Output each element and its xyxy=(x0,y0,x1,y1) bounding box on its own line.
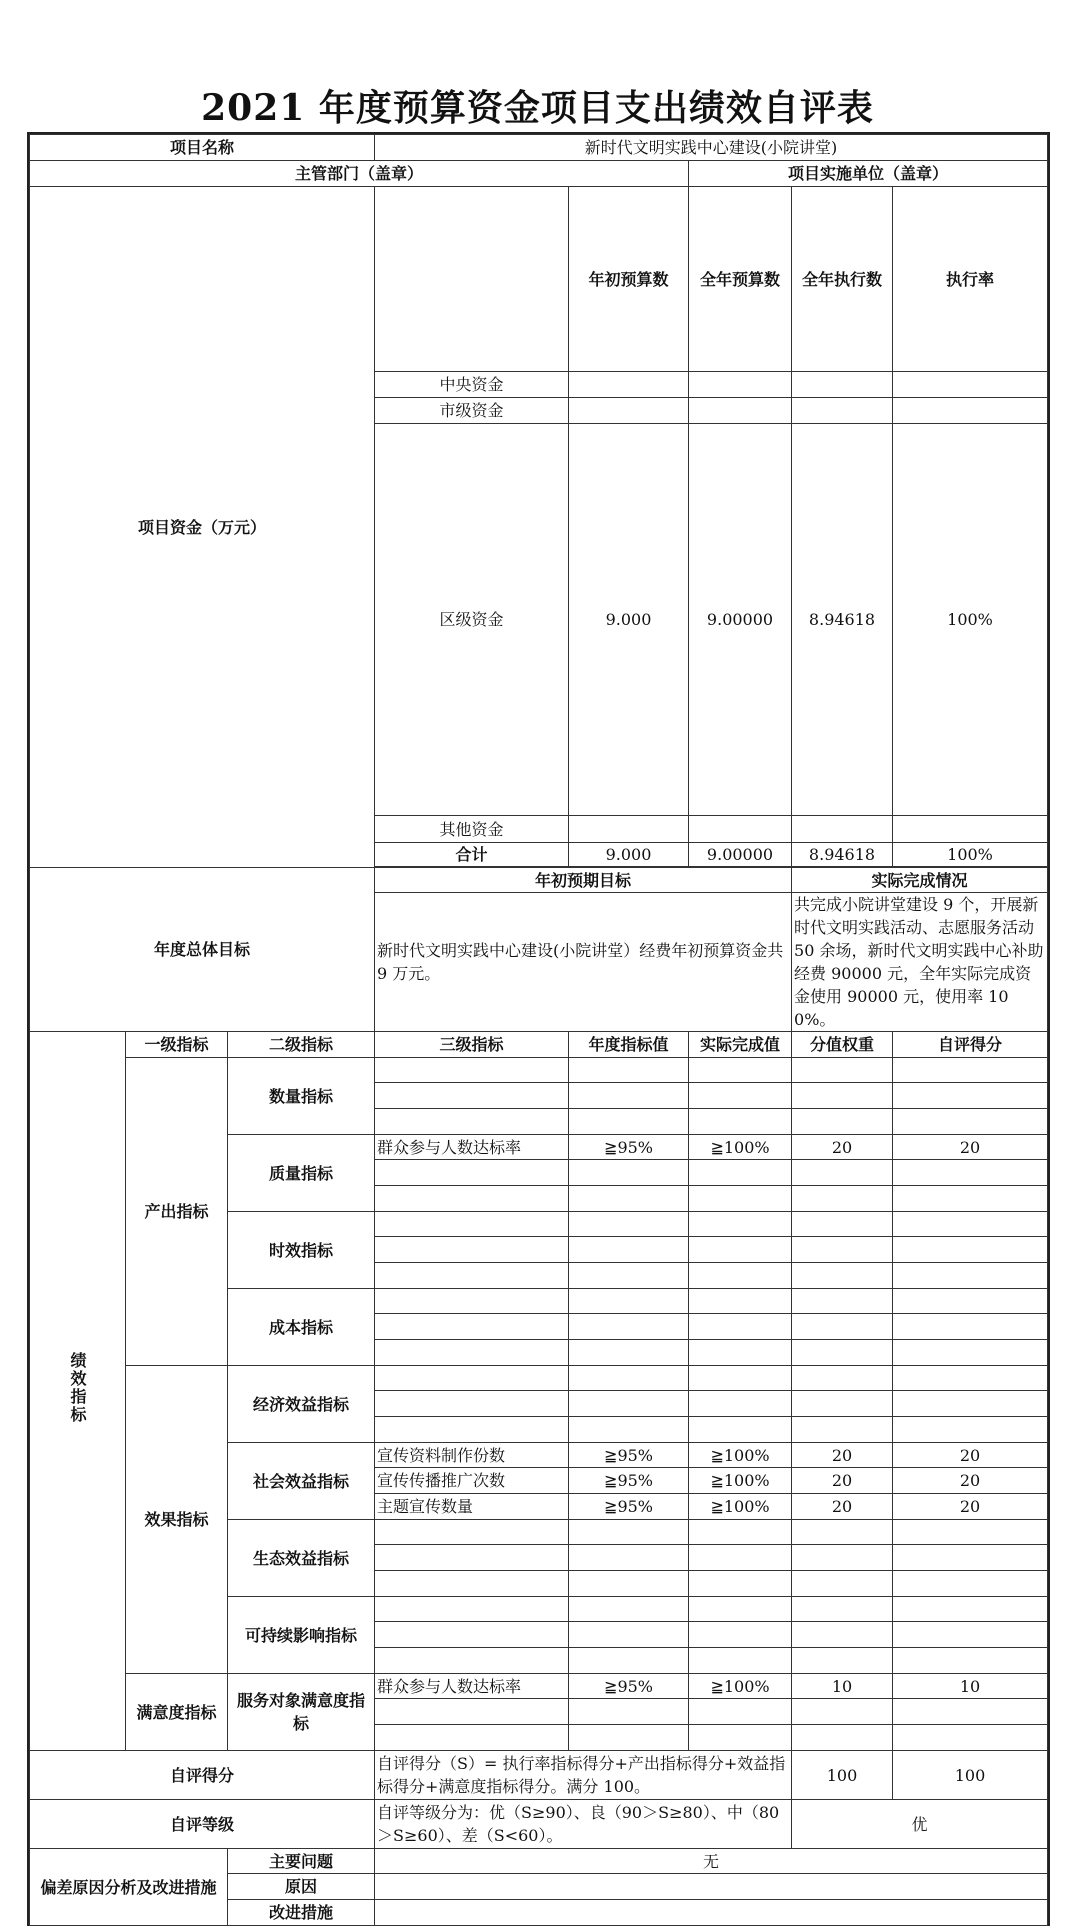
empty-cell xyxy=(689,1417,792,1443)
empty-cell xyxy=(792,1725,893,1751)
social-row-name: 宣传传播推广次数 xyxy=(375,1468,569,1494)
empty-cell xyxy=(375,1366,569,1391)
empty-cell xyxy=(893,1725,1048,1751)
indicator-header: 二级指标 xyxy=(228,1032,375,1058)
measure-label: 改进措施 xyxy=(228,1900,375,1926)
empty-cell xyxy=(375,1545,569,1571)
fund-row-name: 中央资金 xyxy=(375,372,569,398)
empty-cell xyxy=(689,1058,792,1083)
quality-row-name: 群众参与人数达标率 xyxy=(375,1135,569,1160)
actual-completion-label: 实际完成情况 xyxy=(792,868,1048,893)
empty-cell xyxy=(792,1648,893,1674)
empty-cell xyxy=(689,1237,792,1263)
empty-cell xyxy=(689,1622,792,1648)
empty-cell xyxy=(375,1160,569,1186)
fund-cell xyxy=(569,398,689,424)
level2-timeliness: 时效指标 xyxy=(228,1212,375,1289)
empty-cell xyxy=(569,1289,689,1314)
fund-cell: 100% xyxy=(893,424,1048,816)
empty-cell xyxy=(375,1212,569,1237)
empty-cell xyxy=(375,1263,569,1289)
empty-cell xyxy=(375,1314,569,1340)
indicator-cell: 20 xyxy=(792,1468,893,1494)
empty-cell xyxy=(893,1417,1048,1443)
empty-cell xyxy=(569,1340,689,1366)
indicator-cell: 20 xyxy=(893,1468,1048,1494)
empty-cell xyxy=(375,1699,569,1725)
empty-cell xyxy=(893,1237,1048,1263)
empty-cell xyxy=(375,1597,569,1622)
fund-cell xyxy=(689,372,792,398)
fund-cell xyxy=(893,816,1048,843)
empty-cell xyxy=(689,1263,792,1289)
empty-cell xyxy=(893,1314,1048,1340)
empty-cell xyxy=(792,1160,893,1186)
empty-cell xyxy=(792,1545,893,1571)
empty-cell xyxy=(689,1571,792,1597)
fund-cell: 100% xyxy=(893,843,1048,867)
indicator-cell: 20 xyxy=(893,1443,1048,1468)
deviation-label: 偏差原因分析及改进措施 xyxy=(30,1849,228,1926)
empty-cell xyxy=(792,1314,893,1340)
empty-cell xyxy=(569,1597,689,1622)
fund-total-label: 合计 xyxy=(375,843,569,867)
empty-cell xyxy=(689,1545,792,1571)
empty-cell xyxy=(569,1417,689,1443)
empty-cell xyxy=(792,1699,893,1725)
empty-cell xyxy=(689,1366,792,1391)
empty-cell xyxy=(893,1160,1048,1186)
indicator-header: 一级指标 xyxy=(126,1032,228,1058)
indicator-cell: 20 xyxy=(792,1443,893,1468)
level2-service: 服务对象满意度指标 xyxy=(228,1674,375,1751)
empty-cell xyxy=(893,1212,1048,1237)
empty-cell xyxy=(569,1648,689,1674)
empty-cell xyxy=(689,1699,792,1725)
empty-cell xyxy=(375,1391,569,1417)
empty-cell xyxy=(689,1340,792,1366)
level2-cost: 成本指标 xyxy=(228,1289,375,1366)
fund-cell xyxy=(689,398,792,424)
page-title: 2021 年度预算资金项目支出绩效自评表 xyxy=(201,87,874,129)
level1-output: 产出指标 xyxy=(126,1058,228,1366)
empty-cell xyxy=(375,1417,569,1443)
indicator-cell: ≧95% xyxy=(569,1674,689,1699)
empty-cell xyxy=(689,1648,792,1674)
empty-cell xyxy=(375,1109,569,1135)
indicator-cell: ≧95% xyxy=(569,1443,689,1468)
empty-cell xyxy=(375,1725,569,1751)
fund-cell: 9.00000 xyxy=(689,843,792,867)
empty-cell xyxy=(569,1186,689,1212)
reason-label: 原因 xyxy=(228,1874,375,1900)
empty-cell xyxy=(792,1289,893,1314)
fund-cell xyxy=(689,816,792,843)
empty-cell xyxy=(893,1622,1048,1648)
indicator-cell: 10 xyxy=(893,1674,1048,1699)
self-score-weight: 100 xyxy=(792,1751,893,1800)
empty-cell xyxy=(375,1571,569,1597)
indicator-cell: 20 xyxy=(893,1494,1048,1520)
indicator-cell: ≧95% xyxy=(569,1468,689,1494)
project-name-value: 新时代文明实践中心建设(小院讲堂) xyxy=(375,135,1048,161)
empty-cell xyxy=(569,1571,689,1597)
fund-cell: 8.94618 xyxy=(792,843,893,867)
service-row-name: 群众参与人数达标率 xyxy=(375,1674,569,1699)
empty-cell xyxy=(569,1263,689,1289)
empty-cell xyxy=(792,1058,893,1083)
empty-cell xyxy=(375,1083,569,1109)
empty-cell xyxy=(893,1058,1048,1083)
indicators-label: 绩效指标 xyxy=(30,1032,126,1751)
empty-cell xyxy=(792,1109,893,1135)
self-grade-value: 优 xyxy=(792,1800,1048,1849)
funds-header-executed: 全年执行数 xyxy=(792,187,893,372)
main-issue-label: 主要问题 xyxy=(228,1849,375,1874)
empty-cell xyxy=(893,1083,1048,1109)
indicator-cell: ≧100% xyxy=(689,1494,792,1520)
level1-effect: 效果指标 xyxy=(126,1366,228,1674)
empty-cell xyxy=(792,1186,893,1212)
empty-cell xyxy=(792,1597,893,1622)
funds-header-rate: 执行率 xyxy=(893,187,1048,372)
self-grade-label: 自评等级 xyxy=(30,1800,375,1849)
social-row-name: 宣传资料制作份数 xyxy=(375,1443,569,1468)
indicator-cell: 20 xyxy=(792,1135,893,1160)
empty-cell xyxy=(569,1314,689,1340)
empty-cell xyxy=(689,1391,792,1417)
empty-cell xyxy=(893,1648,1048,1674)
empty-cell xyxy=(375,1058,569,1083)
empty-cell xyxy=(792,1263,893,1289)
empty-cell xyxy=(792,1520,893,1545)
level2-social: 社会效益指标 xyxy=(228,1443,375,1520)
indicator-cell: ≧100% xyxy=(689,1135,792,1160)
fund-cell xyxy=(792,398,893,424)
empty-cell xyxy=(792,1340,893,1366)
indicator-cell: ≧95% xyxy=(569,1135,689,1160)
empty-cell xyxy=(569,1058,689,1083)
empty-cell xyxy=(375,1289,569,1314)
empty-cell xyxy=(893,1366,1048,1391)
self-grade-desc: 自评等级分为：优（S≥90）、良（90＞S≥80）、中（80＞S≥60）、差（S<60）。 xyxy=(375,1800,792,1849)
empty-cell xyxy=(689,1289,792,1314)
fund-cell xyxy=(569,816,689,843)
empty-cell xyxy=(569,1545,689,1571)
empty-cell xyxy=(689,1186,792,1212)
empty-cell xyxy=(569,1725,689,1751)
empty-cell xyxy=(689,1520,792,1545)
empty-cell xyxy=(893,1520,1048,1545)
empty-cell xyxy=(689,1597,792,1622)
self-score-formula: 自评得分（S）= 执行率指标得分+产出指标得分+效益指标得分+满意度指标得分。满分 100。 xyxy=(375,1751,792,1800)
empty-cell xyxy=(893,1699,1048,1725)
funds-header-annual: 全年预算数 xyxy=(689,187,792,372)
expected-goal-text: 新时代文明实践中心建设(小院讲堂）经费年初预算资金共 9 万元。 xyxy=(375,893,792,1032)
indicator-cell: ≧100% xyxy=(689,1468,792,1494)
reason-value xyxy=(375,1874,1048,1900)
empty-cell xyxy=(569,1160,689,1186)
empty-cell xyxy=(893,1391,1048,1417)
empty-cell xyxy=(893,1186,1048,1212)
empty-cell xyxy=(375,1237,569,1263)
empty-cell xyxy=(569,1083,689,1109)
fund-cell xyxy=(893,398,1048,424)
level2-quality: 质量指标 xyxy=(228,1135,375,1212)
level2-quantity: 数量指标 xyxy=(228,1058,375,1135)
empty-cell xyxy=(375,1340,569,1366)
fund-cell: 9.000 xyxy=(569,843,689,867)
empty-cell xyxy=(893,1545,1048,1571)
empty-cell xyxy=(893,1109,1048,1135)
indicator-header: 三级指标 xyxy=(375,1032,569,1058)
empty-cell xyxy=(375,1648,569,1674)
empty-cell xyxy=(569,1366,689,1391)
empty-cell xyxy=(569,1109,689,1135)
empty-cell xyxy=(569,1212,689,1237)
impl-unit-label: 项目实施单位（盖章） xyxy=(689,161,1048,187)
fund-cell xyxy=(792,372,893,398)
empty-cell xyxy=(792,1237,893,1263)
indicator-cell: ≧100% xyxy=(689,1443,792,1468)
level2-economic: 经济效益指标 xyxy=(228,1366,375,1443)
fund-cell xyxy=(569,372,689,398)
indicator-header: 年度指标值 xyxy=(569,1032,689,1058)
empty-cell xyxy=(893,1263,1048,1289)
fund-cell: 9.00000 xyxy=(689,424,792,816)
empty-cell xyxy=(893,1289,1048,1314)
social-row-name: 主题宣传数量 xyxy=(375,1494,569,1520)
self-score-value: 100 xyxy=(893,1751,1048,1800)
indicator-cell: 20 xyxy=(893,1135,1048,1160)
level1-satisfaction: 满意度指标 xyxy=(126,1674,228,1751)
empty-cell xyxy=(689,1212,792,1237)
funds-label: 项目资金（万元） xyxy=(30,187,375,868)
fund-row-name: 市级资金 xyxy=(375,398,569,424)
indicator-header: 实际完成值 xyxy=(689,1032,792,1058)
empty-cell xyxy=(375,1622,569,1648)
indicator-cell: 10 xyxy=(792,1674,893,1699)
empty-cell xyxy=(375,1186,569,1212)
empty-cell xyxy=(569,1699,689,1725)
empty-cell xyxy=(569,1237,689,1263)
empty-cell xyxy=(893,1571,1048,1597)
empty-cell xyxy=(893,1340,1048,1366)
empty-cell xyxy=(689,1314,792,1340)
empty-cell xyxy=(375,1520,569,1545)
indicator-cell: 20 xyxy=(792,1494,893,1520)
empty-cell xyxy=(893,1597,1048,1622)
empty-cell xyxy=(792,1417,893,1443)
fund-cell xyxy=(792,816,893,843)
empty-cell xyxy=(569,1520,689,1545)
funds-header-blank xyxy=(375,187,569,372)
empty-cell xyxy=(569,1391,689,1417)
dept-label: 主管部门（盖章） xyxy=(30,161,689,187)
main-issue-value: 无 xyxy=(375,1849,1048,1874)
empty-cell xyxy=(792,1622,893,1648)
empty-cell xyxy=(792,1212,893,1237)
empty-cell xyxy=(689,1109,792,1135)
empty-cell xyxy=(689,1083,792,1109)
indicator-header: 分值权重 xyxy=(792,1032,893,1058)
empty-cell xyxy=(689,1160,792,1186)
actual-completion-text: 共完成小院讲堂建设 9 个，开展新时代文明实践活动、志愿服务活动 50 余场，新时代文明实践中心补助经费 90000 元，全年实际完成资金使用 90000 元，使用率 100%。 xyxy=(792,893,1048,1032)
self-score-label: 自评得分 xyxy=(30,1751,375,1800)
empty-cell xyxy=(792,1391,893,1417)
fund-row-name: 区级资金 xyxy=(375,424,569,816)
measure-value xyxy=(375,1900,1048,1926)
fund-row-name: 其他资金 xyxy=(375,816,569,843)
indicator-cell: ≧95% xyxy=(569,1494,689,1520)
expected-goal-label: 年初预期目标 xyxy=(375,868,792,893)
project-name-label: 项目名称 xyxy=(30,135,375,161)
performance-table xyxy=(29,134,1048,1926)
level2-sustainable: 可持续影响指标 xyxy=(228,1597,375,1674)
empty-cell xyxy=(792,1366,893,1391)
empty-cell xyxy=(792,1571,893,1597)
fund-cell: 8.94618 xyxy=(792,424,893,816)
indicator-cell: ≧100% xyxy=(689,1674,792,1699)
level2-ecological: 生态效益指标 xyxy=(228,1520,375,1597)
annual-goal-label: 年度总体目标 xyxy=(30,868,375,1032)
fund-cell: 9.000 xyxy=(569,424,689,816)
fund-cell xyxy=(893,372,1048,398)
indicator-header: 自评得分 xyxy=(893,1032,1048,1058)
funds-header-initial: 年初预算数 xyxy=(569,187,689,372)
empty-cell xyxy=(792,1083,893,1109)
empty-cell xyxy=(569,1622,689,1648)
empty-cell xyxy=(689,1725,792,1751)
